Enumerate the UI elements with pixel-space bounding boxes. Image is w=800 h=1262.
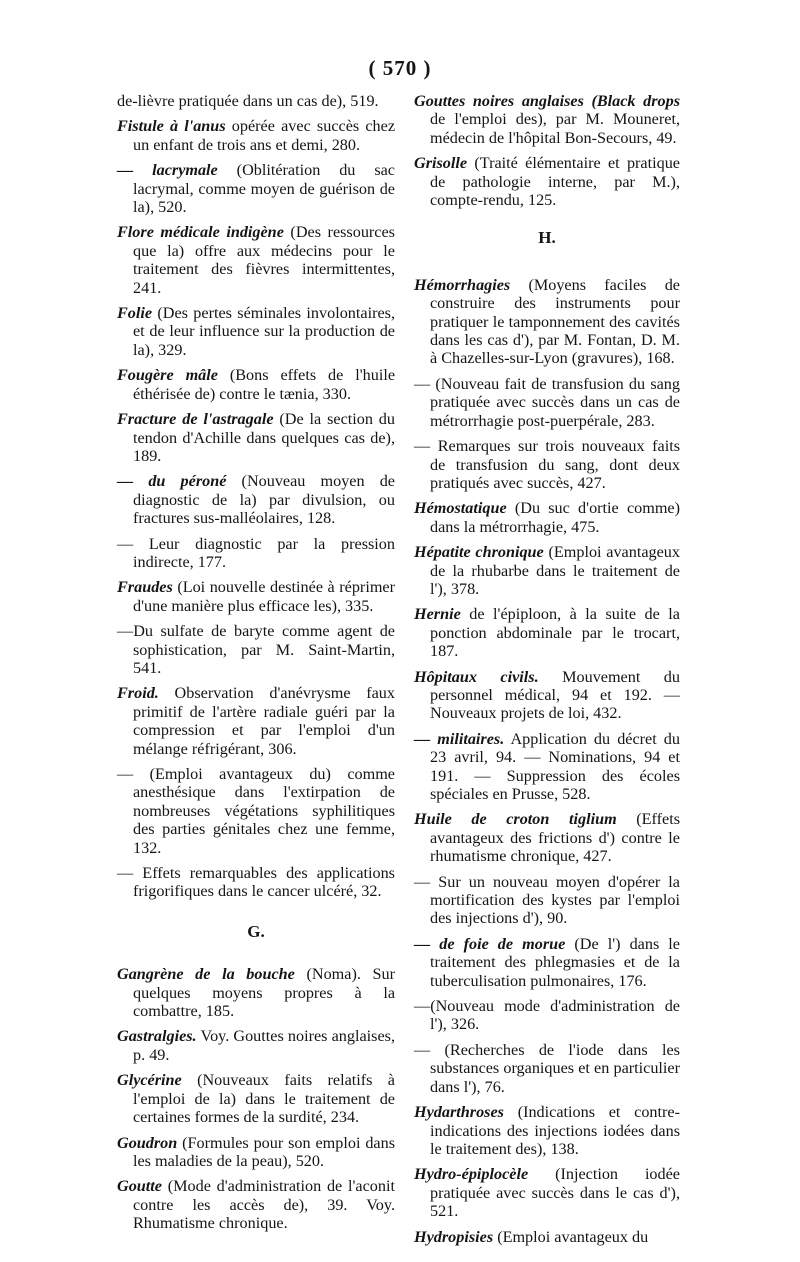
- entries-h: [414, 276, 680, 1246]
- entry-text: (Noma). Sur quelques moyens propres à la combattre, 185.: [133, 965, 396, 1021]
- entry-keyword: Goudron: [117, 1133, 178, 1152]
- index-entry: [117, 117, 395, 154]
- entry-text: — (Nouveau fait de transfusion du sang pratiquée avec succès dans un cas de métrorrhagie post-puerpérale, 283.: [414, 374, 680, 430]
- entry-text: — (Emploi avantageux du) comme anesthésique dans l'extirpation de nombreuses végétations syphilitiques des parties génitales chez une femme, 132.: [117, 765, 395, 857]
- entry-keyword: Hydropisies: [414, 1227, 494, 1246]
- index-entry: [117, 684, 395, 758]
- entry-text: (Indications et contre-indications des injections iodées dans le traitement des), 138.: [430, 1103, 680, 1158]
- entry-text: — Effets remarquables des applications frigorifiques dans le cancer ulcéré, 32.: [117, 864, 395, 901]
- entry-text: Mouvement du personnel médical, 94 et 192. — Nouveaux projets de loi, 432.: [430, 667, 680, 723]
- index-entry: [117, 92, 395, 110]
- index-entry: [414, 154, 680, 209]
- index-entry: [414, 605, 680, 660]
- entry-text: (De l') dans le traitement des phlegmasies et de la tuberculisation pulmonaires, 176.: [430, 934, 680, 990]
- index-entry: [414, 437, 680, 492]
- index-entry: [117, 161, 395, 216]
- index-entry: [414, 1165, 680, 1220]
- entry-keyword: Hémorrhagies: [414, 275, 511, 294]
- entry-text: — Leur diagnostic par la pression indirecte, 177.: [117, 534, 395, 571]
- entry-keyword: Grisolle: [414, 154, 468, 173]
- entry-keyword: — du péroné: [117, 472, 227, 491]
- index-entry: [117, 1071, 395, 1126]
- index-entry: [414, 1103, 680, 1158]
- entry-keyword: Hydarthroses: [414, 1103, 504, 1122]
- entry-text: (Loi nouvelle destinée à réprimer d'une manière plus efficace les), 335.: [133, 578, 395, 615]
- index-entry: [414, 499, 680, 536]
- index-entry: [414, 1041, 680, 1096]
- entry-text: — Sur un nouveau moyen d'opérer la mortification des kystes par l'emploi des injections d'), 90.: [414, 872, 680, 928]
- index-entry: [117, 410, 395, 465]
- index-entry: [117, 965, 395, 1020]
- entry-text: de l'épiploon, à la suite de la ponction abdominale par le trocart, 187.: [430, 605, 680, 661]
- entry-text: (Nouveaux faits relatifs à l'emploi de la) dans le traitement de certaines formes de la surdité, 234.: [133, 1071, 395, 1127]
- entry-keyword: Hôpitaux civils.: [414, 667, 539, 686]
- entry-text: Voy. Gouttes noires anglaises, p. 49.: [133, 1027, 395, 1064]
- entry-text: (Emploi avantageux du: [493, 1227, 649, 1246]
- index-entry: [117, 366, 395, 403]
- entry-text: (Nouveau moyen de diagnostic de la) par divulsion, ou fractures sus-malléolaires, 128.: [133, 472, 395, 528]
- entry-keyword: Flore médicale indigène: [117, 223, 284, 242]
- index-entry: [414, 1228, 680, 1246]
- page-number: ( 570 ): [368, 56, 432, 80]
- entry-keyword: Hémostatique: [414, 499, 507, 518]
- entry-text: (Oblitération du sac lacrymal, comme moyen de guérison de la), 520.: [133, 161, 395, 217]
- entry-text: —Du sulfate de baryte comme agent de sophistication, par M. Saint-Martin, 541.: [117, 622, 395, 677]
- entry-text: (Bons effets de l'huile éthérisée de) contre le tænia, 330.: [133, 366, 396, 403]
- right-column: [414, 92, 680, 1253]
- entry-text: (Des ressources que la) offre aux médecins pour le traitement des fièvres intermittentes, 241.: [133, 223, 395, 297]
- index-entry: [117, 1027, 395, 1064]
- entry-text: (De la section du tendon d'Achille dans quelques cas de), 189.: [133, 410, 395, 465]
- index-entry: [117, 472, 395, 527]
- entry-keyword: Goutte: [117, 1177, 162, 1196]
- entry-keyword: Huile de croton tiglium: [414, 810, 617, 829]
- index-entry: [117, 1177, 395, 1232]
- entries-f: [117, 92, 395, 901]
- left-column: [117, 92, 395, 1240]
- index-entry: [117, 1134, 395, 1171]
- entries-g-cont: [414, 92, 680, 209]
- section-heading-h: H.: [538, 228, 556, 248]
- entry-text: (Moyens faciles de construire des instruments pour pratiquer le tamponnement des cavités dans les cas d'), par M. Fontan, D. M. à Chazelles-sur-Lyon (gravures), 168.: [430, 275, 680, 368]
- entry-keyword: Glycérine: [117, 1071, 182, 1090]
- entry-text: (Mode d'administration de l'aconit contre les accès de), 39. Voy. Rhumatisme chronique.: [133, 1177, 395, 1233]
- index-entry: [414, 873, 680, 928]
- index-entry: [414, 935, 680, 990]
- index-entry: [414, 276, 680, 368]
- entry-keyword: Fraudes: [117, 578, 173, 597]
- section-heading-g: G.: [247, 921, 265, 941]
- index-entry: [414, 92, 680, 147]
- entry-text: (Emploi avantageux de la rhubarbe dans le traitement de l'), 378.: [430, 543, 680, 598]
- entry-text: (Traité élémentaire et pratique de pathologie interne, par M.), compte-rendu, 125.: [430, 154, 680, 210]
- entry-text: (Formules pour son emploi dans les maladies de la peau), 520.: [133, 1133, 395, 1170]
- entry-text: (Du suc d'ortie comme) dans la métrorrhagie, 475.: [430, 499, 680, 536]
- index-entry: [414, 375, 680, 430]
- entry-keyword: Fougère mâle: [117, 366, 218, 385]
- entry-text: Observation d'anévrysme faux primitif de l'artère radiale guéri par la compression et par l'emploi d'un mélange réfrigérant, 306.: [133, 684, 395, 758]
- entry-text: (Injection iodée pratiquée avec succès dans le cas d'), 521.: [430, 1165, 680, 1221]
- entry-keyword: Hernie: [414, 605, 461, 624]
- entry-keyword: — lacrymale: [117, 161, 218, 180]
- entry-keyword: — de foie de morue: [414, 934, 566, 953]
- entry-text: (Effets avantageux des frictions d') contre le rhumatisme chronique, 427.: [430, 810, 681, 866]
- entry-keyword: Fracture de l'astragale: [117, 410, 274, 429]
- index-entry: [117, 223, 395, 297]
- entries-g: [117, 965, 395, 1232]
- index-entry: [117, 535, 395, 572]
- entry-keyword: Hydro-épiplocèle: [414, 1165, 529, 1184]
- index-entry: [117, 765, 395, 857]
- entry-keyword: Froid.: [117, 684, 159, 703]
- entry-text: (Des pertes séminales involontaires, et de leur influence sur la production de la), 329.: [133, 304, 395, 359]
- entry-text: de l'emploi des), par M. Mouneret, médecin de l'hôpital Bon-Secours, 49.: [430, 110, 680, 147]
- index-entry: [117, 304, 395, 359]
- entry-keyword: — militaires.: [414, 729, 505, 748]
- index-entry: [414, 810, 680, 865]
- entry-keyword: Folie: [117, 304, 153, 323]
- entry-keyword: Hépatite chronique: [414, 543, 544, 562]
- entry-text: Application du décret du 23 avril, 94. — Nominations, 94 et 191. — Suppression des écoles spéciales en Prusse, 528.: [430, 729, 680, 803]
- index-entry: [117, 622, 395, 677]
- entry-keyword: Gangrène de la bouche: [117, 965, 295, 984]
- entry-text: opérée avec succès chez un enfant de trois ans et demi, 280.: [133, 117, 395, 154]
- index-entry: [117, 864, 395, 901]
- entry-keyword: Gouttes noires anglaises (Black drops: [414, 92, 680, 110]
- entry-keyword: Gastralgies.: [117, 1027, 197, 1046]
- index-entry: [414, 997, 680, 1034]
- entry-text: de-lièvre pratiquée dans un cas de), 519.: [117, 92, 379, 110]
- entry-text: — (Recherches de l'iode dans les substances organiques et en particulier dans l'), 76.: [414, 1040, 680, 1096]
- entry-keyword: Fistule à l'anus: [117, 117, 226, 136]
- index-entry: [414, 730, 680, 804]
- entry-text: —(Nouveau mode d'administration de l'), 326.: [414, 997, 680, 1034]
- entry-text: — Remarques sur trois nouveaux faits de transfusion du sang, dont deux pratiqués avec succès, 427.: [414, 437, 680, 492]
- index-entry: [117, 578, 395, 615]
- index-entry: [414, 668, 680, 723]
- index-entry: [414, 543, 680, 598]
